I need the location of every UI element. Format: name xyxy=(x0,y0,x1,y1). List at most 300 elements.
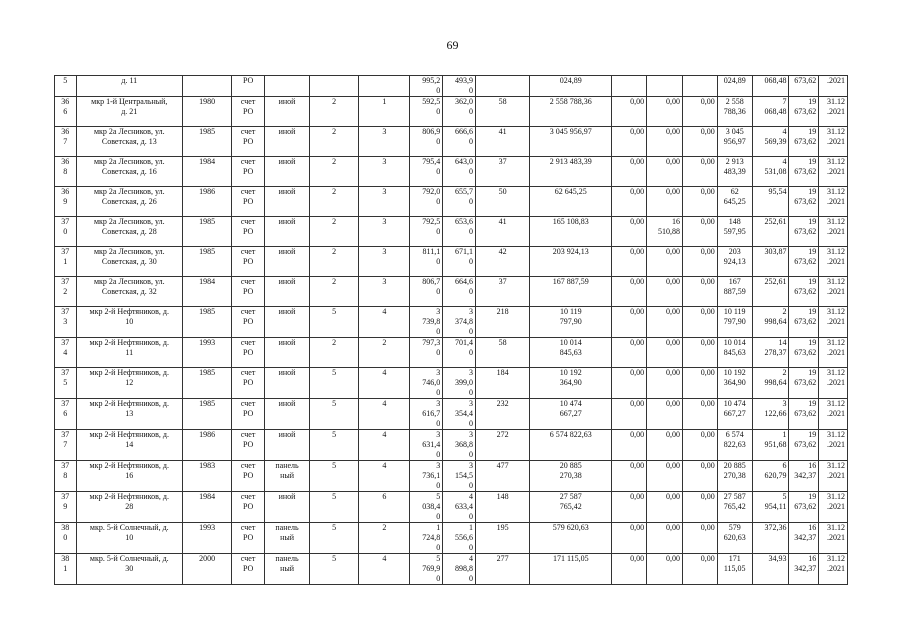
cost-per-sqm-cell: 14 278,37 xyxy=(752,338,789,368)
total-area-cell: 5 038,4 0 xyxy=(410,492,443,523)
amount-1-cell: 0,00 xyxy=(612,461,647,492)
wall-material-cell: панель ный xyxy=(265,554,310,585)
account-type-cell: счет РО xyxy=(232,461,265,492)
living-area-cell: 655,7 0 xyxy=(443,187,476,217)
floors-cell: 5 xyxy=(310,492,359,523)
residents-cell: 37 xyxy=(476,157,530,187)
deadline-cell: .2021 xyxy=(819,76,848,97)
living-area-cell: 664,6 0 xyxy=(443,277,476,307)
amount-2-cell: 0,00 xyxy=(647,97,683,127)
address-cell: д. 11 xyxy=(76,76,183,97)
deadline-cell: 31.12 .2021 xyxy=(819,368,848,399)
amount-2-cell: 0,00 xyxy=(647,554,683,585)
row-number-cell: 36 8 xyxy=(55,157,77,187)
limit-cost-cell: 19 673,62 xyxy=(789,187,819,217)
total-cost-cell: 10 474 667,27 xyxy=(530,399,612,430)
amount-1-cell: 0,00 xyxy=(612,187,647,217)
remaining-cost-cell: 62 645,25 xyxy=(717,187,752,217)
account-type-cell: счет РО xyxy=(232,368,265,399)
living-area-cell: 493,9 0 xyxy=(443,76,476,97)
deadline-cell: 31.12 .2021 xyxy=(819,217,848,247)
total-cost-cell: 2 913 483,39 xyxy=(530,157,612,187)
remaining-cost-cell: 10 119 797,90 xyxy=(717,307,752,338)
amount-3-cell: 0,00 xyxy=(682,277,717,307)
entrances-cell: 6 xyxy=(359,492,410,523)
amount-1-cell xyxy=(612,76,647,97)
living-area-cell: 362,0 0 xyxy=(443,97,476,127)
total-area-cell: 806,7 0 xyxy=(410,277,443,307)
residents-cell: 148 xyxy=(476,492,530,523)
amount-2-cell xyxy=(647,76,683,97)
floors-cell: 2 xyxy=(310,127,359,157)
total-cost-cell: 10 014 845,63 xyxy=(530,338,612,368)
living-area-cell: 3 374,8 0 xyxy=(443,307,476,338)
total-area-cell: 1 724,8 0 xyxy=(410,523,443,554)
total-area-cell: 3 736,1 0 xyxy=(410,461,443,492)
address-cell: мкр 2а Лесников, ул. Советская, д. 26 xyxy=(76,187,183,217)
account-type-cell: счет РО xyxy=(232,187,265,217)
amount-2-cell: 0,00 xyxy=(647,247,683,277)
entrances-cell: 3 xyxy=(359,217,410,247)
cost-per-sqm-cell: 7 068,48 xyxy=(752,97,789,127)
residents-cell: 58 xyxy=(476,338,530,368)
remaining-cost-cell: 3 045 956,97 xyxy=(717,127,752,157)
amount-1-cell: 0,00 xyxy=(612,492,647,523)
row-number-cell: 37 7 xyxy=(55,430,77,461)
entrances-cell: 1 xyxy=(359,97,410,127)
floors-cell: 5 xyxy=(310,307,359,338)
total-cost-cell: 6 574 822,63 xyxy=(530,430,612,461)
floors-cell: 2 xyxy=(310,338,359,368)
amount-2-cell: 0,00 xyxy=(647,523,683,554)
limit-cost-cell: 16 342,37 xyxy=(789,554,819,585)
floors-cell: 5 xyxy=(310,368,359,399)
entrances-cell: 3 xyxy=(359,277,410,307)
row-number-cell: 37 4 xyxy=(55,338,77,368)
amount-2-cell: 0,00 xyxy=(647,338,683,368)
living-area-cell: 4 633,4 0 xyxy=(443,492,476,523)
row-number-cell: 36 9 xyxy=(55,187,77,217)
deadline-cell: 31.12 .2021 xyxy=(819,157,848,187)
total-cost-cell: 62 645,25 xyxy=(530,187,612,217)
amount-2-cell: 0,00 xyxy=(647,277,683,307)
floors-cell: 5 xyxy=(310,554,359,585)
amount-3-cell: 0,00 xyxy=(682,523,717,554)
amount-3-cell: 0,00 xyxy=(682,97,717,127)
table-row xyxy=(55,97,848,127)
build-year-cell: 1984 xyxy=(183,157,232,187)
living-area-cell: 701,4 0 xyxy=(443,338,476,368)
living-area-cell: 1 556,6 0 xyxy=(443,523,476,554)
total-cost-cell: 10 192 364,90 xyxy=(530,368,612,399)
address-cell: мкр 2-й Нефтяников, д. 14 xyxy=(76,430,183,461)
residents-cell: 218 xyxy=(476,307,530,338)
address-cell: мкр 2а Лесников, ул. Советская, д. 32 xyxy=(76,277,183,307)
build-year-cell: 1985 xyxy=(183,307,232,338)
account-type-cell: счет РО xyxy=(232,247,265,277)
amount-1-cell: 0,00 xyxy=(612,554,647,585)
amount-3-cell: 0,00 xyxy=(682,127,717,157)
address-cell: мкр 2а Лесников, ул. Советская, д. 30 xyxy=(76,247,183,277)
amount-1-cell: 0,00 xyxy=(612,127,647,157)
remaining-cost-cell: 10 192 364,90 xyxy=(717,368,752,399)
table-row xyxy=(55,157,848,187)
deadline-cell: 31.12 .2021 xyxy=(819,338,848,368)
table-row xyxy=(55,187,848,217)
address-cell: мкр 2-й Нефтяников, д. 28 xyxy=(76,492,183,523)
address-cell: мкр 2а Лесников, ул. Советская, д. 28 xyxy=(76,217,183,247)
table-row xyxy=(55,217,848,247)
address-cell: мкр 2-й Нефтяников, д. 10 xyxy=(76,307,183,338)
address-cell: мкр. 5-й Солнечный, д. 30 xyxy=(76,554,183,585)
build-year-cell: 1985 xyxy=(183,247,232,277)
wall-material-cell: иной xyxy=(265,157,310,187)
remaining-cost-cell: 2 913 483,39 xyxy=(717,157,752,187)
wall-material-cell xyxy=(265,76,310,97)
account-type-cell: счет РО xyxy=(232,97,265,127)
floors-cell: 5 xyxy=(310,430,359,461)
residents-cell: 41 xyxy=(476,127,530,157)
account-type-cell: счет РО xyxy=(232,307,265,338)
floors-cell: 2 xyxy=(310,217,359,247)
amount-1-cell: 0,00 xyxy=(612,157,647,187)
total-cost-cell: 165 108,83 xyxy=(530,217,612,247)
residents-cell: 272 xyxy=(476,430,530,461)
remaining-cost-cell: 10 014 845,63 xyxy=(717,338,752,368)
remaining-cost-cell: 579 620,63 xyxy=(717,523,752,554)
wall-material-cell: иной xyxy=(265,127,310,157)
total-cost-cell: 10 119 797,90 xyxy=(530,307,612,338)
amount-3-cell: 0,00 xyxy=(682,461,717,492)
build-year-cell: 1980 xyxy=(183,97,232,127)
total-area-cell: 795,4 0 xyxy=(410,157,443,187)
floors-cell: 2 xyxy=(310,97,359,127)
floors-cell: 2 xyxy=(310,157,359,187)
deadline-cell: 31.12 .2021 xyxy=(819,247,848,277)
deadline-cell: 31.12 .2021 xyxy=(819,399,848,430)
remaining-cost-cell: 171 115,05 xyxy=(717,554,752,585)
account-type-cell: РО xyxy=(232,76,265,97)
table-row xyxy=(55,368,848,399)
cost-per-sqm-cell: 3 122,66 xyxy=(752,399,789,430)
account-type-cell: счет РО xyxy=(232,217,265,247)
total-cost-cell: 20 885 270,38 xyxy=(530,461,612,492)
amount-3-cell: 0,00 xyxy=(682,368,717,399)
amount-1-cell: 0,00 xyxy=(612,277,647,307)
floors-cell xyxy=(310,76,359,97)
living-area-cell: 671,1 0 xyxy=(443,247,476,277)
wall-material-cell: иной xyxy=(265,247,310,277)
build-year-cell: 1985 xyxy=(183,399,232,430)
amount-1-cell: 0,00 xyxy=(612,338,647,368)
table-body xyxy=(55,76,848,585)
amount-1-cell: 0,00 xyxy=(612,247,647,277)
remaining-cost-cell: 148 597,95 xyxy=(717,217,752,247)
residents-cell xyxy=(476,76,530,97)
row-number-cell: 5 xyxy=(55,76,77,97)
row-number-cell: 37 5 xyxy=(55,368,77,399)
total-area-cell: 797,3 0 xyxy=(410,338,443,368)
amount-1-cell: 0,00 xyxy=(612,430,647,461)
amount-3-cell xyxy=(682,76,717,97)
residents-cell: 477 xyxy=(476,461,530,492)
address-cell: мкр 2а Лесников, ул. Советская, д. 16 xyxy=(76,157,183,187)
address-cell: мкр 2-й Нефтяников, д. 16 xyxy=(76,461,183,492)
total-cost-cell: 579 620,63 xyxy=(530,523,612,554)
row-number-cell: 37 6 xyxy=(55,399,77,430)
table-row xyxy=(55,76,848,97)
wall-material-cell: иной xyxy=(265,307,310,338)
limit-cost-cell: 16 342,37 xyxy=(789,523,819,554)
limit-cost-cell: 19 673,62 xyxy=(789,430,819,461)
total-cost-cell: 171 115,05 xyxy=(530,554,612,585)
amount-2-cell: 0,00 xyxy=(647,399,683,430)
cost-per-sqm-cell: 95,54 xyxy=(752,187,789,217)
wall-material-cell: иной xyxy=(265,217,310,247)
residents-cell: 195 xyxy=(476,523,530,554)
amount-3-cell: 0,00 xyxy=(682,399,717,430)
total-cost-cell: 27 587 765,42 xyxy=(530,492,612,523)
floors-cell: 5 xyxy=(310,523,359,554)
cost-per-sqm-cell: 4 569,39 xyxy=(752,127,789,157)
limit-cost-cell: 19 673,62 xyxy=(789,217,819,247)
remaining-cost-cell: 167 887,59 xyxy=(717,277,752,307)
row-number-cell: 36 6 xyxy=(55,97,77,127)
deadline-cell: 31.12 .2021 xyxy=(819,492,848,523)
amount-1-cell: 0,00 xyxy=(612,97,647,127)
floors-cell: 2 xyxy=(310,277,359,307)
living-area-cell: 653,6 0 xyxy=(443,217,476,247)
wall-material-cell: иной xyxy=(265,368,310,399)
entrances-cell: 4 xyxy=(359,399,410,430)
total-area-cell: 3 746,0 0 xyxy=(410,368,443,399)
limit-cost-cell: 19 673,62 xyxy=(789,277,819,307)
address-cell: мкр 2-й Нефтяников, д. 13 xyxy=(76,399,183,430)
total-cost-cell: 024,89 xyxy=(530,76,612,97)
total-area-cell: 792,0 0 xyxy=(410,187,443,217)
residents-cell: 37 xyxy=(476,277,530,307)
living-area-cell: 3 368,8 0 xyxy=(443,430,476,461)
deadline-cell: 31.12 .2021 xyxy=(819,430,848,461)
deadline-cell: 31.12 .2021 xyxy=(819,554,848,585)
page-number: 69 xyxy=(446,38,459,52)
total-area-cell: 592,5 0 xyxy=(410,97,443,127)
total-cost-cell: 167 887,59 xyxy=(530,277,612,307)
table-row xyxy=(55,523,848,554)
table-row xyxy=(55,127,848,157)
remaining-cost-cell: 27 587 765,42 xyxy=(717,492,752,523)
address-cell: мкр 2-й Нефтяников, д. 12 xyxy=(76,368,183,399)
deadline-cell: 31.12 .2021 xyxy=(819,523,848,554)
row-number-cell: 37 9 xyxy=(55,492,77,523)
limit-cost-cell: 673,62 xyxy=(789,76,819,97)
floors-cell: 2 xyxy=(310,187,359,217)
residents-cell: 42 xyxy=(476,247,530,277)
address-cell: мкр 1-й Центральный, д. 21 xyxy=(76,97,183,127)
limit-cost-cell: 19 673,62 xyxy=(789,157,819,187)
address-cell: мкр. 5-й Солнечный, д. 10 xyxy=(76,523,183,554)
amount-2-cell: 0,00 xyxy=(647,307,683,338)
entrances-cell: 4 xyxy=(359,554,410,585)
limit-cost-cell: 19 673,62 xyxy=(789,307,819,338)
wall-material-cell: панель ный xyxy=(265,523,310,554)
account-type-cell: счет РО xyxy=(232,554,265,585)
amount-2-cell: 0,00 xyxy=(647,127,683,157)
table-row xyxy=(55,461,848,492)
amount-3-cell: 0,00 xyxy=(682,338,717,368)
table-row xyxy=(55,277,848,307)
amount-3-cell: 0,00 xyxy=(682,157,717,187)
remaining-cost-cell: 2 558 788,36 xyxy=(717,97,752,127)
wall-material-cell: иной xyxy=(265,399,310,430)
build-year-cell: 1984 xyxy=(183,492,232,523)
entrances-cell xyxy=(359,76,410,97)
account-type-cell: счет РО xyxy=(232,127,265,157)
amount-2-cell: 0,00 xyxy=(647,430,683,461)
total-area-cell: 3 739,8 0 xyxy=(410,307,443,338)
deadline-cell: 31.12 .2021 xyxy=(819,127,848,157)
deadline-cell: 31.12 .2021 xyxy=(819,461,848,492)
deadline-cell: 31.12 .2021 xyxy=(819,187,848,217)
amount-2-cell: 0,00 xyxy=(647,157,683,187)
account-type-cell: счет РО xyxy=(232,430,265,461)
row-number-cell: 37 2 xyxy=(55,277,77,307)
limit-cost-cell: 16 342,37 xyxy=(789,461,819,492)
build-year-cell: 1983 xyxy=(183,461,232,492)
table-row xyxy=(55,307,848,338)
amount-1-cell: 0,00 xyxy=(612,523,647,554)
cost-per-sqm-cell: 4 531,08 xyxy=(752,157,789,187)
build-year-cell: 1984 xyxy=(183,277,232,307)
row-number-cell: 37 1 xyxy=(55,247,77,277)
cost-per-sqm-cell: 1 951,68 xyxy=(752,430,789,461)
row-number-cell: 37 0 xyxy=(55,217,77,247)
amount-3-cell: 0,00 xyxy=(682,554,717,585)
total-area-cell: 806,9 0 xyxy=(410,127,443,157)
entrances-cell: 3 xyxy=(359,187,410,217)
amount-2-cell: 0,00 xyxy=(647,492,683,523)
table-row xyxy=(55,399,848,430)
wall-material-cell: панель ный xyxy=(265,461,310,492)
deadline-cell: 31.12 .2021 xyxy=(819,307,848,338)
residents-cell: 184 xyxy=(476,368,530,399)
wall-material-cell: иной xyxy=(265,338,310,368)
total-area-cell: 5 769,9 0 xyxy=(410,554,443,585)
account-type-cell: счет РО xyxy=(232,523,265,554)
cost-per-sqm-cell: 252,61 xyxy=(752,217,789,247)
amount-3-cell: 0,00 xyxy=(682,492,717,523)
total-area-cell: 995,2 0 xyxy=(410,76,443,97)
account-type-cell: счет РО xyxy=(232,338,265,368)
cost-per-sqm-cell: 252,61 xyxy=(752,277,789,307)
entrances-cell: 3 xyxy=(359,247,410,277)
table-row xyxy=(55,492,848,523)
wall-material-cell: иной xyxy=(265,430,310,461)
cost-per-sqm-cell: 303,87 xyxy=(752,247,789,277)
row-number-cell: 36 7 xyxy=(55,127,77,157)
table-row xyxy=(55,338,848,368)
wall-material-cell: иной xyxy=(265,277,310,307)
total-area-cell: 792,5 0 xyxy=(410,217,443,247)
residents-cell: 58 xyxy=(476,97,530,127)
remaining-cost-cell: 024,89 xyxy=(717,76,752,97)
cost-per-sqm-cell: 372,36 xyxy=(752,523,789,554)
wall-material-cell: иной xyxy=(265,97,310,127)
entrances-cell: 3 xyxy=(359,157,410,187)
limit-cost-cell: 19 673,62 xyxy=(789,127,819,157)
total-cost-cell: 2 558 788,36 xyxy=(530,97,612,127)
amount-2-cell: 0,00 xyxy=(647,187,683,217)
amount-3-cell: 0,00 xyxy=(682,307,717,338)
living-area-cell: 3 154,5 0 xyxy=(443,461,476,492)
floors-cell: 5 xyxy=(310,461,359,492)
build-year-cell: 1993 xyxy=(183,523,232,554)
total-area-cell: 811,1 0 xyxy=(410,247,443,277)
amount-2-cell: 16 510,88 xyxy=(647,217,683,247)
cost-per-sqm-cell: 6 620,79 xyxy=(752,461,789,492)
row-number-cell: 37 3 xyxy=(55,307,77,338)
amount-1-cell: 0,00 xyxy=(612,217,647,247)
living-area-cell: 3 354,4 0 xyxy=(443,399,476,430)
entrances-cell: 4 xyxy=(359,368,410,399)
amount-3-cell: 0,00 xyxy=(682,430,717,461)
entrances-cell: 4 xyxy=(359,461,410,492)
floors-cell: 2 xyxy=(310,247,359,277)
table-row xyxy=(55,430,848,461)
limit-cost-cell: 19 673,62 xyxy=(789,399,819,430)
entrances-cell: 2 xyxy=(359,338,410,368)
living-area-cell: 4 898,8 0 xyxy=(443,554,476,585)
total-area-cell: 3 631,4 0 xyxy=(410,430,443,461)
total-cost-cell: 3 045 956,97 xyxy=(530,127,612,157)
table-row xyxy=(55,247,848,277)
cost-per-sqm-cell: 068,48 xyxy=(752,76,789,97)
remaining-cost-cell: 20 885 270,38 xyxy=(717,461,752,492)
address-cell: мкр 2а Лесников, ул. Советская, д. 13 xyxy=(76,127,183,157)
residents-cell: 41 xyxy=(476,217,530,247)
wall-material-cell: иной xyxy=(265,492,310,523)
remaining-cost-cell: 6 574 822,63 xyxy=(717,430,752,461)
build-year-cell: 2000 xyxy=(183,554,232,585)
entrances-cell: 3 xyxy=(359,127,410,157)
living-area-cell: 643,0 0 xyxy=(443,157,476,187)
amount-2-cell: 0,00 xyxy=(647,461,683,492)
total-cost-cell: 203 924,13 xyxy=(530,247,612,277)
account-type-cell: счет РО xyxy=(232,492,265,523)
cost-per-sqm-cell: 5 954,11 xyxy=(752,492,789,523)
limit-cost-cell: 19 673,62 xyxy=(789,492,819,523)
remaining-cost-cell: 10 474 667,27 xyxy=(717,399,752,430)
residents-cell: 232 xyxy=(476,399,530,430)
floors-cell: 5 xyxy=(310,399,359,430)
build-year-cell: 1985 xyxy=(183,127,232,157)
wall-material-cell: иной xyxy=(265,187,310,217)
deadline-cell: 31.12 .2021 xyxy=(819,277,848,307)
build-year-cell: 1993 xyxy=(183,338,232,368)
deadline-cell: 31.12 .2021 xyxy=(819,97,848,127)
row-number-cell: 38 0 xyxy=(55,523,77,554)
entrances-cell: 4 xyxy=(359,307,410,338)
build-year-cell: 1986 xyxy=(183,187,232,217)
entrances-cell: 4 xyxy=(359,430,410,461)
total-area-cell: 3 616,7 0 xyxy=(410,399,443,430)
residents-cell: 50 xyxy=(476,187,530,217)
account-type-cell: счет РО xyxy=(232,157,265,187)
cost-per-sqm-cell: 2 998,64 xyxy=(752,368,789,399)
row-number-cell: 38 1 xyxy=(55,554,77,585)
living-area-cell: 3 399,0 0 xyxy=(443,368,476,399)
account-type-cell: счет РО xyxy=(232,277,265,307)
